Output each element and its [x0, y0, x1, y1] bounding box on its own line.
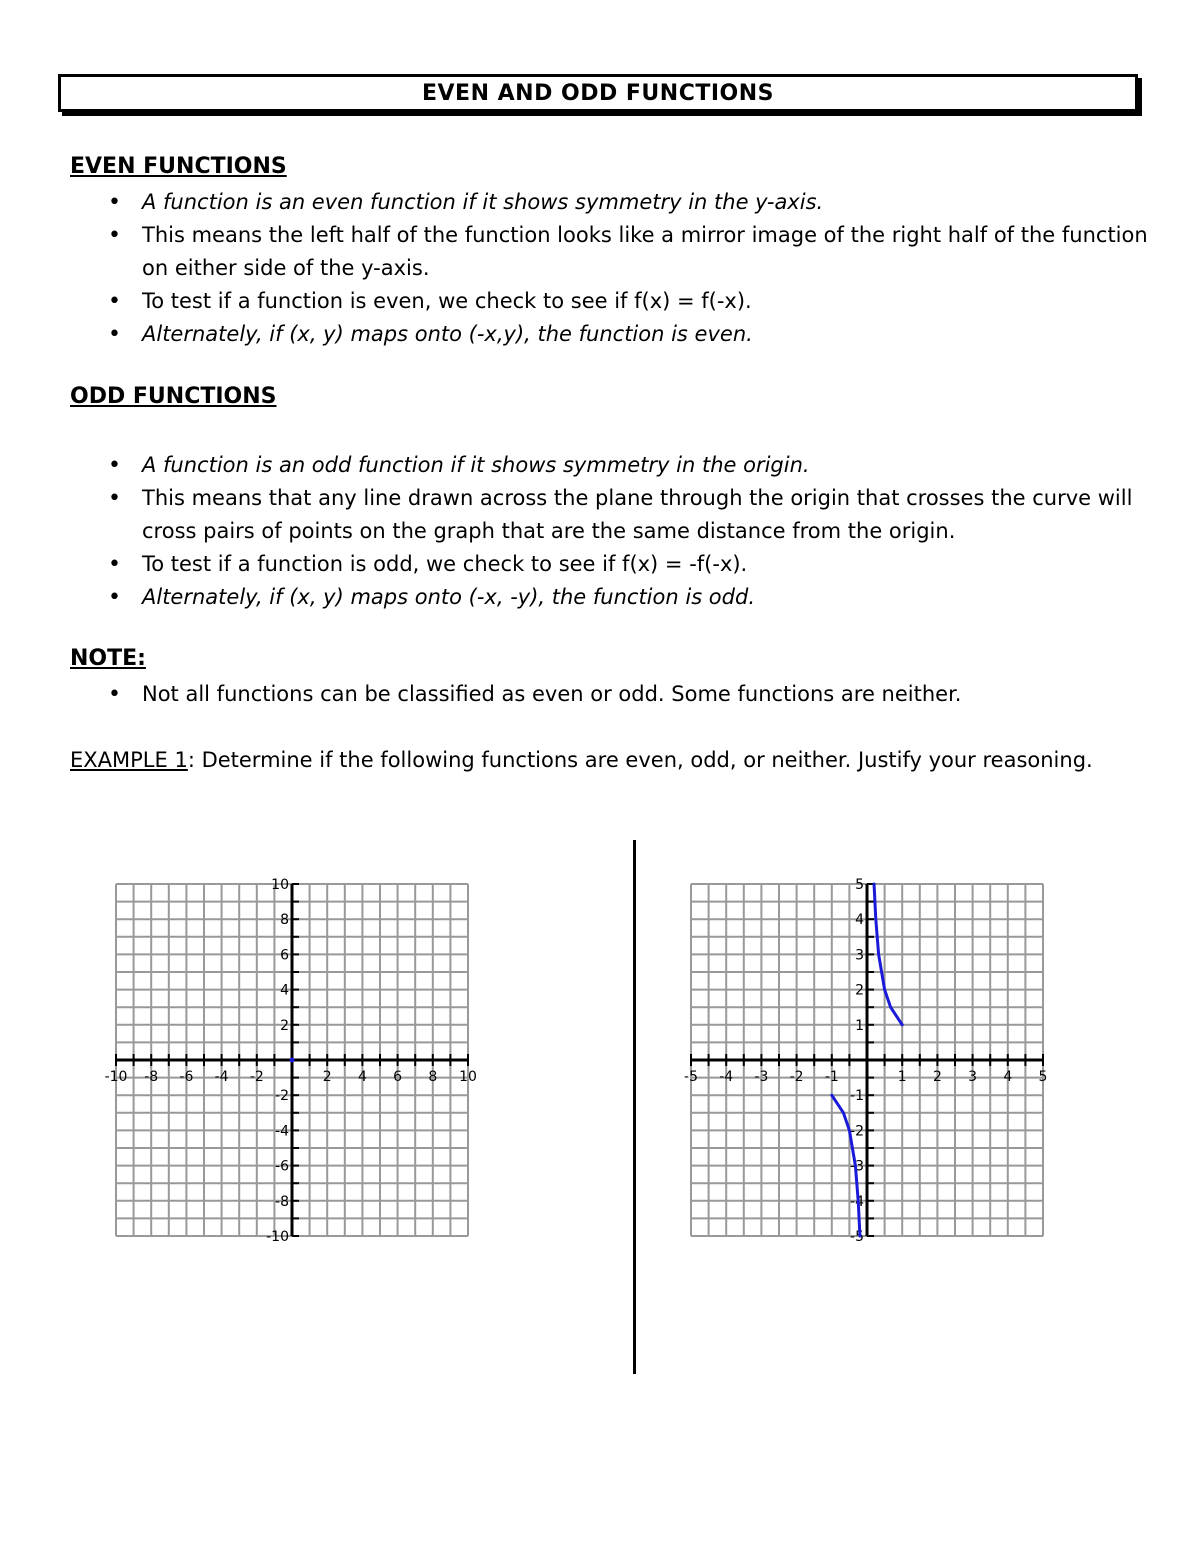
list-item: • A function is an even function if it shows symmetry in the y-axis. — [70, 186, 1150, 219]
y-tick-label: 4 — [855, 912, 864, 929]
y-tick-label: 3 — [855, 947, 864, 964]
even-functions-heading: EVEN FUNCTIONS — [70, 154, 287, 179]
y-tick-label: -1 — [850, 1088, 864, 1105]
y-tick-label: 8 — [280, 912, 289, 929]
data-point — [290, 1058, 295, 1063]
list-item: • Alternately, if (x, y) maps onto (-x,y), the function is even. — [70, 318, 1150, 351]
graph-even-odd-left — [100, 870, 480, 1250]
list-item: • Alternately, if (x, y) maps onto (-x, -y), the function is odd. — [70, 581, 1150, 614]
x-tick-label: -5 — [684, 1069, 698, 1085]
list-item: • To test if a function is even, we check to see if f(x) = f(-x). — [70, 285, 1150, 318]
y-tick-label: 2 — [855, 982, 864, 999]
y-tick-label: 5 — [855, 877, 864, 893]
y-tick-label: -5 — [850, 1229, 864, 1245]
x-tick-label: 6 — [393, 1069, 403, 1085]
x-tick-label: -10 — [104, 1069, 128, 1085]
x-tick-label: 2 — [322, 1069, 332, 1085]
even-functions-list — [70, 186, 1150, 351]
y-tick-label: -4 — [275, 1123, 289, 1140]
list-item: • Not all functions can be classified as even or odd. Some functions are neither. — [70, 678, 1150, 711]
page-title: EVEN AND ODD FUNCTIONS — [58, 74, 1138, 112]
example-label: EXAMPLE 1 — [70, 748, 188, 772]
x-tick-label: 10 — [459, 1069, 477, 1085]
note-heading: NOTE: — [70, 646, 146, 671]
x-tick-label: -1 — [824, 1069, 839, 1085]
y-tick-label: -2 — [850, 1123, 864, 1140]
odd-functions-heading: ODD FUNCTIONS — [70, 384, 277, 409]
graph-reciprocal-right — [675, 870, 1055, 1250]
x-tick-label: 5 — [1038, 1069, 1048, 1085]
y-tick-label: 6 — [280, 947, 289, 964]
list-item: • This means that any line drawn across the plane through the origin that crosses the curve will cross pairs of points on the graph that are the same distance from the origin. — [70, 482, 1150, 548]
list-item: • This means the left half of the function looks like a mirror image of the right half of the function on either side of the y-axis. — [70, 219, 1150, 285]
note-list — [70, 678, 1150, 711]
y-tick-label: -3 — [850, 1158, 864, 1175]
y-tick-label: -4 — [850, 1193, 864, 1210]
x-tick-label: 2 — [932, 1069, 942, 1085]
y-tick-label: -10 — [266, 1229, 289, 1245]
y-tick-label: -8 — [275, 1193, 289, 1210]
x-tick-label: -4 — [719, 1069, 734, 1085]
y-tick-label: 10 — [271, 877, 289, 893]
odd-functions-list — [70, 449, 1150, 614]
y-tick-label: 2 — [280, 1017, 289, 1034]
x-tick-label: -4 — [214, 1069, 229, 1085]
y-tick-label: -6 — [275, 1158, 289, 1175]
y-tick-label: 4 — [280, 982, 289, 999]
x-tick-label: 8 — [428, 1069, 438, 1085]
y-tick-label: -2 — [275, 1088, 289, 1105]
x-tick-label: 3 — [968, 1069, 978, 1085]
example-text: : Determine if the following functions are even, odd, or neither. Justify your reasoning. — [187, 748, 1093, 772]
list-item: • A function is an odd function if it shows symmetry in the origin. — [70, 449, 1150, 482]
x-tick-label: 4 — [1003, 1069, 1013, 1085]
x-tick-label: 4 — [357, 1069, 367, 1085]
x-tick-label: -6 — [179, 1069, 194, 1085]
x-tick-label: 1 — [897, 1069, 907, 1085]
list-item: • To test if a function is odd, we check to see if f(x) = -f(-x). — [70, 548, 1150, 581]
x-tick-label: -3 — [754, 1069, 769, 1085]
x-tick-label: -2 — [789, 1069, 804, 1085]
x-tick-label: -2 — [249, 1069, 264, 1085]
column-divider — [633, 840, 636, 1374]
x-tick-label: -8 — [144, 1069, 159, 1085]
example-1 — [70, 744, 1120, 777]
y-tick-label: 1 — [855, 1017, 864, 1034]
